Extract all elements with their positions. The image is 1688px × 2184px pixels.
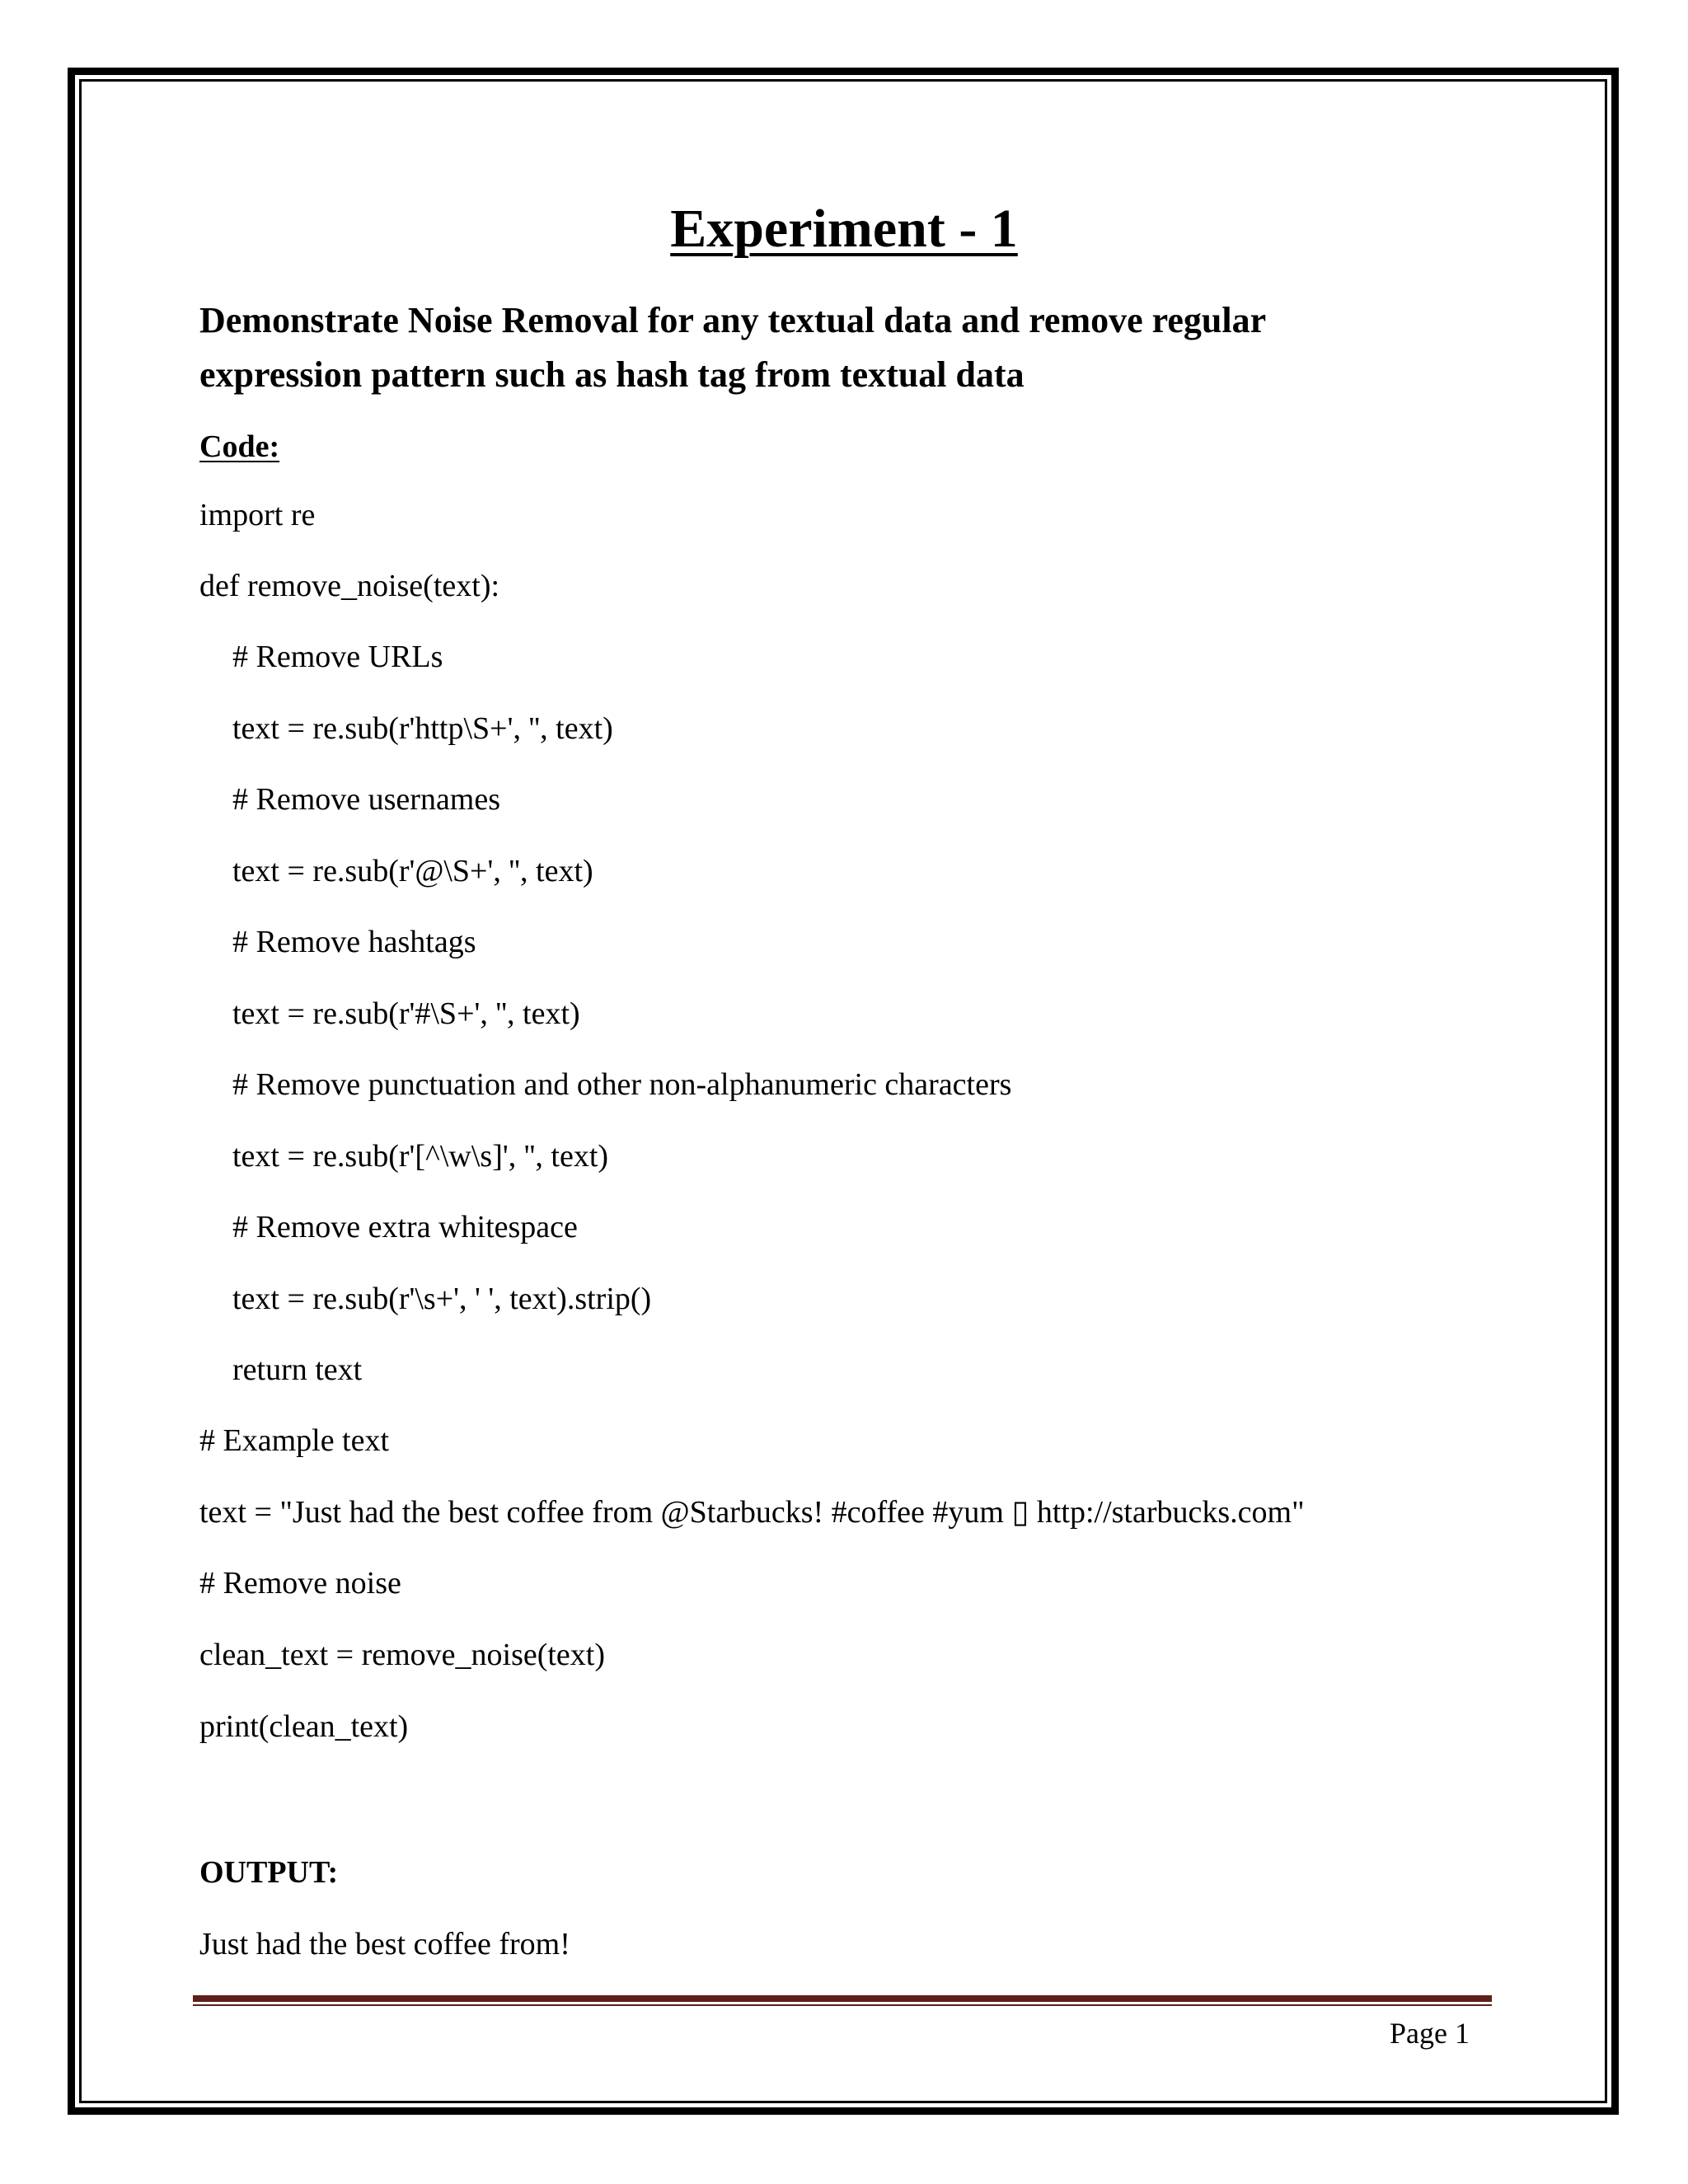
code-line: print(clean_text)	[199, 1709, 409, 1744]
page-title	[0, 196, 1688, 262]
code-line: import re	[199, 498, 316, 532]
code-label: Code:	[199, 429, 280, 464]
page-number: Page 1	[1390, 2017, 1470, 2050]
code-line: return text	[232, 1352, 363, 1387]
code-line: text = re.sub(r'[^\w\s]', '', text)	[232, 1139, 609, 1174]
code-line: text = re.sub(r'\s+', ' ', text).strip()	[232, 1282, 652, 1316]
code-line: # Remove usernames	[232, 782, 501, 817]
code-line: text = "Just had the best coffee from @Starbucks! #coffee #yum ▯ http://starbucks.com"	[199, 1495, 1305, 1530]
code-line: # Remove extra whitespace	[232, 1210, 578, 1244]
code-line: # Remove punctuation and other non-alphanumeric characters	[232, 1067, 1012, 1102]
experiment-aim-line-2: expression pattern such as hash tag from textual data	[199, 354, 1025, 395]
experiment-aim	[199, 293, 1518, 402]
code-line: # Remove noise	[199, 1566, 401, 1601]
code-line: text = re.sub(r'#\S+', '', text)	[232, 996, 580, 1031]
output-label: OUTPUT:	[199, 1855, 339, 1890]
experiment-aim-line-1: Demonstrate Noise Removal for any textual data and remove regular	[199, 300, 1267, 340]
code-line: text = re.sub(r'http\S+', '', text)	[232, 711, 613, 746]
code-line: clean_text = remove_noise(text)	[199, 1638, 606, 1672]
code-line: # Example text	[199, 1423, 390, 1458]
code-line: # Remove hashtags	[232, 925, 476, 959]
page-title-text: Experiment - 1	[670, 199, 1018, 259]
output-text: Just had the best coffee from!	[199, 1927, 570, 1961]
code-line: def remove_noise(text):	[199, 569, 500, 603]
footer-rule	[193, 1995, 1492, 2002]
code-line: text = re.sub(r'@\S+', '', text)	[232, 854, 593, 888]
code-line: # Remove URLs	[232, 640, 443, 674]
footer-rule-thin	[193, 2004, 1492, 2006]
